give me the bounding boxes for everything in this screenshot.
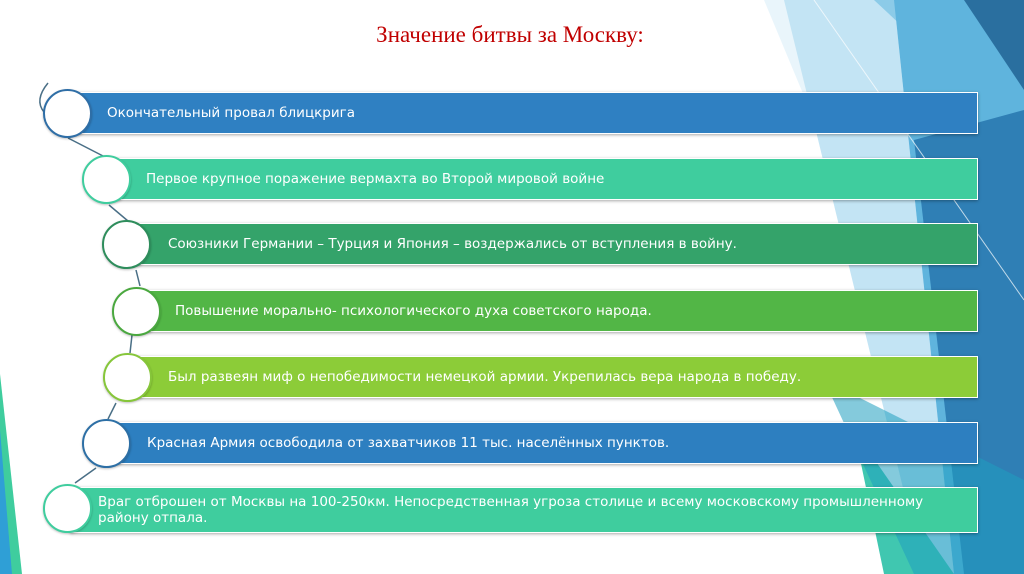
significance-item-text: Повышение морально- психологического духа советского народа. xyxy=(175,303,652,319)
significance-item-text: Красная Армия освободила от захватчиков 11 тыс. населённых пунктов. xyxy=(147,435,670,451)
significance-item-3 xyxy=(129,223,978,265)
significance-item-7 xyxy=(70,487,978,533)
significance-item-1 xyxy=(70,92,978,134)
significance-item-5 xyxy=(130,356,978,398)
bullet-circle-3 xyxy=(102,220,151,269)
decorative-facets-left xyxy=(0,0,40,574)
significance-item-text: Окончательный провал блицкрига xyxy=(107,105,356,121)
significance-item-text: Союзники Германии – Турция и Япония – воздержались от вступления в войну. xyxy=(168,236,737,252)
bullet-circle-5 xyxy=(103,353,152,402)
significance-item-text: Был развеян миф о непобедимости немецкой армии. Укрепилась вера народа в победу. xyxy=(168,369,802,385)
significance-item-2 xyxy=(109,158,978,200)
bullet-circle-2 xyxy=(82,155,131,204)
significance-item-4 xyxy=(139,290,978,332)
bullet-circle-7 xyxy=(43,484,92,533)
significance-item-6 xyxy=(109,422,978,464)
bullet-circle-1 xyxy=(43,89,92,138)
bullet-circle-6 xyxy=(82,419,131,468)
bullet-circle-4 xyxy=(112,287,161,336)
significance-item-text: Первое крупное поражение вермахта во Второй мировой войне xyxy=(146,171,605,187)
significance-item-text: Враг отброшен от Москвы на 100-250км. Непосредственная угроза столице и всему московскому промышленному району отпала. xyxy=(98,494,924,526)
slide-title: Значение битвы за Москву: xyxy=(376,22,644,47)
